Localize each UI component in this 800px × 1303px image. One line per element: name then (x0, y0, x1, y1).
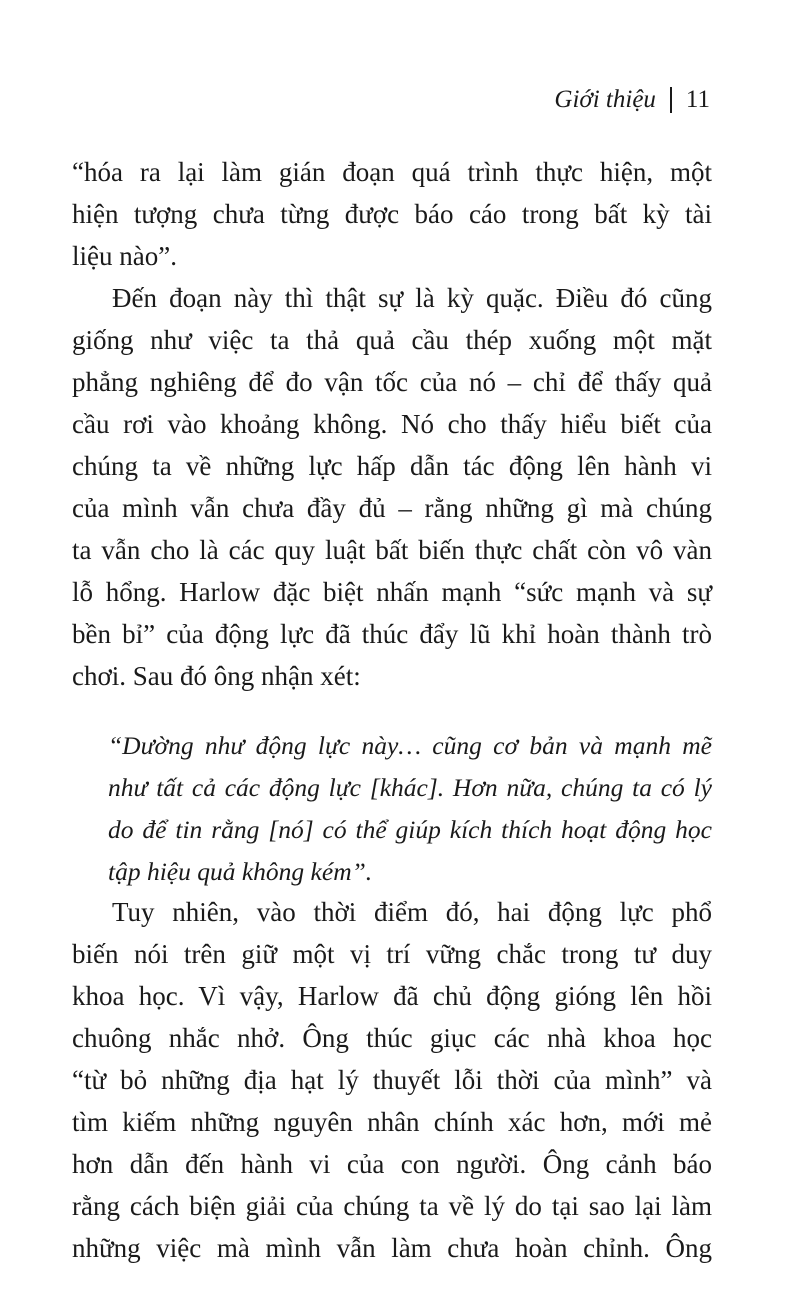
text-line: chúng ta về những lực hấp dẫn tác động lên hành vi (72, 451, 712, 481)
text-line: biến nói trên giữ một vị trí vững chắc trong tư duy (72, 939, 712, 969)
text-line: bền bỉ” của động lực đã thúc đẩy lũ khỉ hoàn thành trò (72, 619, 712, 649)
text-line: những việc mà mình vẫn làm chưa hoàn chỉnh. Ông (72, 1233, 712, 1263)
running-header (554, 86, 710, 114)
text-line: Đến đoạn này thì thật sự là kỳ quặc. Điều đó cũng (112, 283, 712, 313)
text-line: lỗ hổng. Harlow đặc biệt nhấn mạnh “sức mạnh và sự (72, 577, 712, 607)
text-line: tìm kiếm những nguyên nhân chính xác hơn, mới mẻ (72, 1107, 712, 1137)
text-line: giống như việc ta thả quả cầu thép xuống một mặt (72, 325, 712, 355)
section-title: Giới thiệu (554, 86, 656, 113)
text-line: “hóa ra lại làm gián đoạn quá trình thực hiện, một (72, 157, 712, 187)
quote-line: như tất cả các động lực [khác]. Hơn nữa, chúng ta có lý (108, 773, 712, 802)
text-line: hiện tượng chưa từng được báo cáo trong bất kỳ tài (72, 199, 712, 229)
text-line: chuông nhắc nhở. Ông thúc giục các nhà khoa học (72, 1023, 712, 1053)
paragraph-2 (72, 277, 712, 697)
header-divider (670, 87, 672, 113)
block-quote (108, 725, 712, 893)
paragraph-1 (72, 151, 712, 277)
text-line: rằng cách biện giải của chúng ta về lý do tại sao lại làm (72, 1191, 712, 1221)
quote-line: “Dường như động lực này… cũng cơ bản và mạnh mẽ (108, 731, 712, 760)
text-line: liệu nào”. (72, 241, 177, 271)
text-line: cầu rơi vào khoảng không. Nó cho thấy hiểu biết của (72, 409, 712, 439)
paragraph-3 (72, 891, 712, 1269)
text-line: hơn dẫn đến hành vi của con người. Ông cảnh báo (72, 1149, 712, 1179)
text-line: chơi. Sau đó ông nhận xét: (72, 661, 361, 691)
text-line: “từ bỏ những địa hạt lý thuyết lỗi thời của mình” và (72, 1065, 712, 1095)
text-line: Tuy nhiên, vào thời điểm đó, hai động lực phổ (112, 897, 712, 927)
page-number: 11 (685, 86, 710, 113)
quote-line: tập hiệu quả không kém”. (108, 857, 373, 886)
quote-line: do để tin rằng [nó] có thể giúp kích thích hoạt động học (108, 815, 712, 844)
text-line: ta vẫn cho là các quy luật bất biến thực chất còn vô vàn (72, 535, 712, 565)
text-line: phẳng nghiêng để đo vận tốc của nó – chỉ để thấy quả (72, 367, 712, 397)
text-line: khoa học. Vì vậy, Harlow đã chủ động gióng lên hồi (72, 981, 712, 1011)
text-line: của mình vẫn chưa đầy đủ – rằng những gì mà chúng (72, 493, 712, 523)
